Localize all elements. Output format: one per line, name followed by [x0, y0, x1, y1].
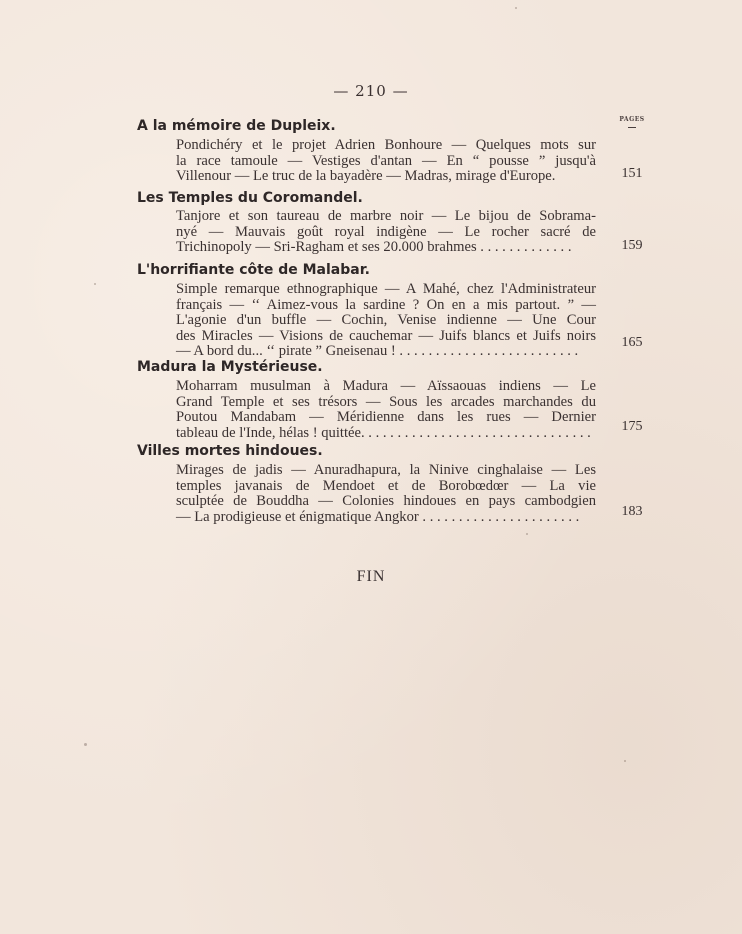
pages-column-label: PAGES: [619, 116, 645, 123]
paper-speck: [84, 743, 87, 746]
page-reference: 159: [621, 238, 643, 253]
pages-column-rule: [628, 127, 636, 128]
description-line: Simple remarque ethnographique — A Mahé, chez l'Administrateur: [176, 281, 596, 297]
description-line: la race tamoule — Vestiges d'antan — En “ pousse ” jusqu'à: [176, 152, 596, 169]
description-line: Grand Temple et ses trésors — Sous les arcades marchandes du: [176, 393, 596, 410]
closing-fin: FIN: [356, 568, 386, 585]
page-reference: 175: [621, 419, 643, 434]
description-line: des Miracles — Visions de cauchemar — Juifs blancs et Juifs noirs: [176, 327, 596, 344]
description-line: tableau de l'Inde, hélas ! quittée. . . . . . . . . . . . . . . . . . . . . . . . . . . . . . . .: [176, 424, 591, 441]
paper-speck: [515, 7, 517, 9]
description-line: Poutou Mandabam — Méridienne dans les rues — Dernier: [176, 409, 596, 426]
page-reference: 183: [621, 504, 643, 519]
description-line: Mirages de jadis — Anuradhapura, la Ninive cinghalaise — Les: [176, 462, 596, 478]
section-description: [176, 379, 596, 441]
page-number: — 210 —: [333, 82, 409, 100]
description-line: temples javanais de Mendoet et de Borobœdœr — La vie: [176, 477, 596, 494]
section-title: Villes mortes hindoues.: [137, 443, 323, 459]
section-description: [176, 463, 596, 525]
section-title: Les Temples du Coromandel.: [137, 190, 363, 206]
description-line: français — ‘‘ Aimez-vous la sardine ? On en a mis partout. ” —: [176, 296, 596, 313]
paper-speck: [94, 283, 96, 285]
description-line: Pondichéry et le projet Adrien Bonhoure — Quelques mots sur: [176, 137, 596, 153]
section-description: [176, 282, 596, 360]
page-reference: 165: [621, 335, 643, 350]
section-description: [176, 138, 596, 185]
description-line: — A bord du... ‘‘ pirate ” Gneisenau ! . . . . . . . . . . . . . . . . . . . . . . . . .: [176, 343, 579, 360]
description-line: nyé — Mauvais goût royal indigène — Le rocher sacré de: [176, 223, 596, 240]
paper-speck: [526, 533, 528, 535]
description-line: L'agonie d'un buffle — Cochin, Venise indienne — Une Cour: [176, 312, 596, 329]
section-title: L'horrifiante côte de Malabar.: [137, 262, 370, 278]
paper-speck: [624, 760, 626, 762]
description-line: Villenour — Le truc de la bayadère — Madras, mirage d'Europe.: [176, 168, 556, 185]
description-line: Trichinopoly — Sri-Ragham et ses 20.000 brahmes . . . . . . . . . . . . .: [176, 239, 572, 256]
section-title: A la mémoire de Dupleix.: [137, 118, 336, 134]
section-title: Madura la Mystérieuse.: [137, 359, 323, 375]
section-description: [176, 209, 596, 256]
description-line: sculptée de Bouddha — Colonies hindoues en pays cambodgien: [176, 493, 596, 510]
description-line: Moharram musulman à Madura — Aïssaouas indiens — Le: [176, 378, 596, 394]
description-line: Tanjore et son taureau de marbre noir — Le bijou de Sobrama-: [176, 208, 596, 224]
description-line: — La prodigieuse et énigmatique Angkor . . . . . . . . . . . . . . . . . . . . . .: [176, 508, 580, 525]
page-reference: 151: [621, 166, 643, 181]
